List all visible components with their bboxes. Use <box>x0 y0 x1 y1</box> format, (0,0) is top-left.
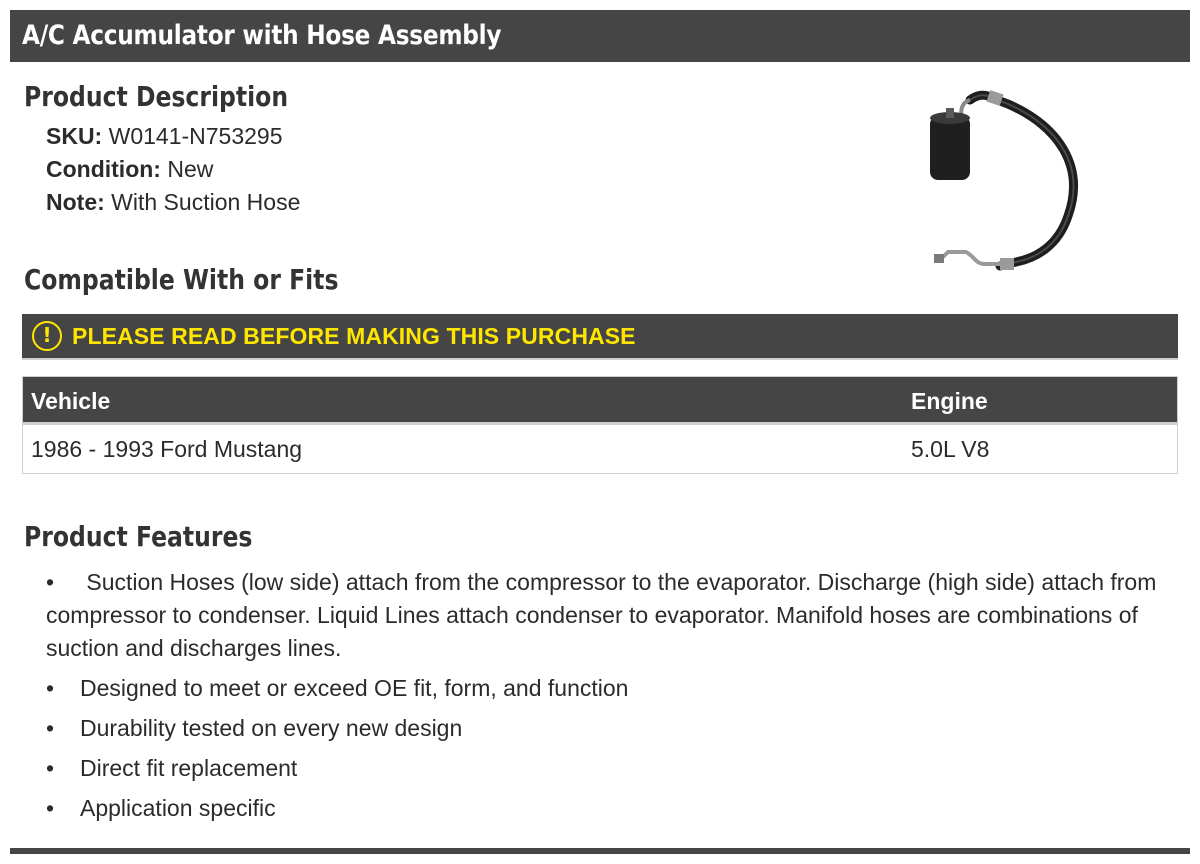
product-description-list <box>46 120 300 219</box>
feature-text: Suction Hoses (low side) attach from the compressor to the evaporator. Discharge (high side) attach from compressor to condenser. Liquid Lines attach condenser to evaporator. Manifold hoses are combinations of suction and discharges lines. <box>46 569 1157 661</box>
list-item <box>46 712 1176 745</box>
feature-text: Designed to meet or exceed OE fit, form, and function <box>80 675 629 701</box>
list-item <box>46 792 1176 825</box>
condition-value: New <box>167 156 214 182</box>
page-title-bar <box>10 10 1190 62</box>
engine-cell: 5.0L V8 <box>911 436 990 462</box>
vehicle-cell: 1986 - 1993 Ford Mustang <box>31 436 303 462</box>
exclamation-circle-icon: ! <box>32 321 62 351</box>
vehicle-column-header: Vehicle <box>31 388 111 414</box>
feature-text: Application specific <box>80 795 276 821</box>
bullet-icon: • <box>46 715 55 741</box>
list-item <box>46 672 1176 705</box>
engine-column-header: Engine <box>911 388 988 414</box>
bullet-icon: • <box>46 569 55 595</box>
fitment-table <box>22 376 1178 474</box>
page-title: A/C Accumulator with Hose Assembly <box>22 20 502 51</box>
bullet-icon: • <box>46 795 55 821</box>
sku-value: W0141-N753295 <box>108 123 283 149</box>
sku-label: SKU: <box>46 123 103 149</box>
product-description-heading: Product Description <box>24 80 289 113</box>
product-features-list <box>46 566 1176 832</box>
table-row <box>23 425 1177 473</box>
condition-label: Condition: <box>46 156 161 182</box>
sku-row <box>46 120 300 153</box>
list-item <box>46 566 1176 665</box>
note-value: With Suction Hose <box>111 189 301 215</box>
purchase-warning-banner <box>22 314 1178 360</box>
compatible-heading: Compatible With or Fits <box>24 263 339 296</box>
bullet-icon: • <box>46 755 55 781</box>
feature-text: Direct fit replacement <box>80 755 298 781</box>
feature-text: Durability tested on every new design <box>80 715 463 741</box>
purchase-warning-text: PLEASE READ BEFORE MAKING THIS PURCHASE <box>72 322 636 349</box>
product-features-heading: Product Features <box>24 520 253 553</box>
bottom-divider <box>10 848 1190 854</box>
product-image <box>908 86 1098 281</box>
condition-row <box>46 153 300 186</box>
note-row <box>46 186 300 219</box>
list-item <box>46 752 1176 785</box>
table-header <box>23 377 1177 425</box>
bullet-icon: • <box>46 675 55 701</box>
note-label: Note: <box>46 189 105 215</box>
